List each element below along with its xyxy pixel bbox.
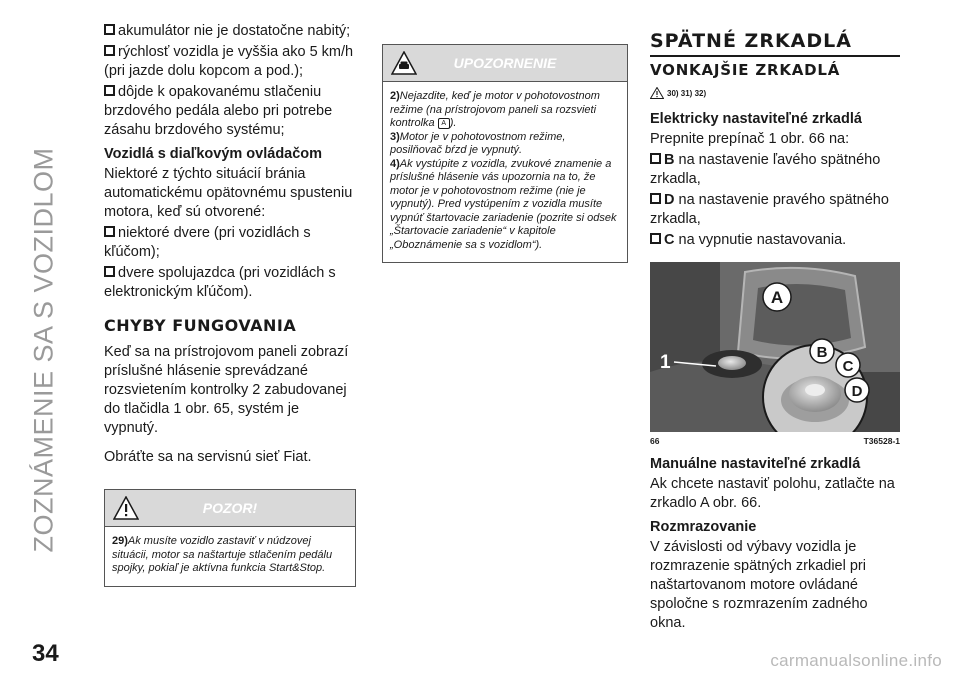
figure-label-d: D [851, 383, 863, 400]
list-item: dôjde k opakovanému stlačeniu brzdového pedála alebo pri potrebe zásahu brzdového systému; [104, 84, 333, 138]
checkbox-bullet-icon [650, 153, 661, 164]
list-item: akumulátor nie je dostatočne nabitý; [104, 22, 356, 41]
checkbox-bullet-icon [104, 85, 115, 96]
faults-text: Keď sa na prístrojovom paneli zobrazí príslušné hlásenie sprevádzané rozsvietením kontrolky 2 zabudovanej do tlačidla 1 obr. 65, systém je vypnutý. [104, 344, 349, 436]
notice-item: 4)Ak vystúpite z vozidla, zvukové znamenie a príslušné hlásenie vás upozornia na to, že motor je v pohotovostnom režime (nie je vypnutý). Pred vystúpením z vozidla musíte vypnúť štartovacie zariadenie (pozrite si odsek „Štartovacie zariadenie“ v kapitole „Oboznámenie sa s vozidlom“). [390, 157, 617, 251]
list-item: D na nastavenie pravého spätného zrkadla, [650, 192, 889, 227]
warning-body: 29)Ak musíte vozidlo zastaviť v núdzovej situácii, motor sa naštartuje stlačením pedálu spojky, pokiaľ je aktívna funkcia Start&Stop. [112, 535, 333, 574]
checkbox-bullet-icon [650, 233, 661, 244]
warning-title: POZOR! [202, 500, 258, 516]
figure-label-c: C [842, 358, 854, 375]
list-item: rýchlosť vozidla je vyššia ako 5 km/h (pri jazde dolu kopcom a pod.); [104, 44, 354, 79]
list-item: niektoré dvere (pri vozidlách s kľúčom); [104, 225, 311, 260]
notice-box [382, 44, 628, 263]
figure-caption [650, 436, 900, 446]
checkbox-bullet-icon [104, 45, 115, 56]
defrost-text: V závislosti od výbavy vozidla je rozmrazenie spätných zrkadiel pri naštartovanom motore ovládané spoločne s rozmrazením zadného okna. [650, 539, 868, 631]
list-item: C na vypnutie nastavovania. [650, 231, 900, 250]
list-item: B na nastavenie ľavého spätného zrkadla, [650, 152, 881, 187]
defrost-heading: Rozmrazovanie [650, 519, 757, 535]
mirror-control-figure [650, 262, 900, 432]
figure-label-1: 1 [660, 352, 671, 373]
figure-number: 66 [650, 436, 660, 446]
remote-text: Niektoré z týchto situácií bránia automatickému opätovnému spusteniu motora, keď sú otvorené: [104, 166, 353, 220]
notice-item: 2)Nejazdite, keď je motor v pohotovostnom režime (na prístrojovom paneli sa rozsvieti kontrolka A ). [390, 90, 600, 129]
watermark: carmanualsonline.info [770, 651, 942, 670]
column-1 [104, 22, 356, 587]
checkbox-bullet-icon [650, 193, 661, 204]
notice-item: 3)Motor je v pohotovostnom režime, posilňovač bŕzd je vypnutý. [390, 130, 566, 156]
manual-mirrors-text: Ak chcete nastaviť polohu, zatlačte na zrkadlo A obr. 66. [650, 476, 895, 511]
chapter-side-title-text: ZOZNÁMENIE SA S VOZIDLOM [28, 147, 59, 553]
manual-mirrors-heading: Manuálne nastaviteľné zrkadlá [650, 456, 861, 472]
list-item: dvere spolujazdca (pri vozidlách s elektronickým kľúčom). [104, 265, 336, 300]
section-title: SPÄTNÉ ZRKADLÁ [650, 30, 900, 57]
warning-box-header [105, 490, 355, 527]
column-3 [650, 22, 900, 635]
remote-heading: Vozidlá s diaľkovým ovládačom [104, 146, 323, 162]
faults-service-text: Obráťte sa na servisnú sieť Fiat. [104, 449, 312, 465]
auto-stop-icon: A [438, 118, 450, 129]
figure-code: T36528-1 [863, 436, 900, 446]
refs-line: 30) 31) 32) [650, 85, 900, 103]
notice-box-header [383, 45, 627, 82]
electric-mirrors-text: Prepnite prepínač 1 obr. 66 na: [650, 131, 850, 147]
warning-small-icon [650, 87, 664, 99]
checkbox-bullet-icon [104, 266, 115, 277]
mirror-control-illustration [650, 262, 900, 432]
column-2 [382, 22, 628, 263]
faults-heading: CHYBY FUNGOVANIA [104, 316, 297, 335]
section-subtitle: VONKAJŠIE ZRKADLÁ [650, 61, 841, 79]
warning-box [104, 489, 356, 587]
page-number: 34 [32, 640, 59, 667]
figure-label-b: B [816, 344, 828, 361]
figure-label-a: A [770, 288, 784, 307]
checkbox-bullet-icon [104, 226, 115, 237]
notice-title: UPOZORNENIE [453, 55, 557, 71]
electric-mirrors-heading: Elektricky nastaviteľné zrkadlá [650, 111, 862, 127]
checkbox-bullet-icon [104, 24, 115, 35]
notice-body [383, 82, 627, 262]
